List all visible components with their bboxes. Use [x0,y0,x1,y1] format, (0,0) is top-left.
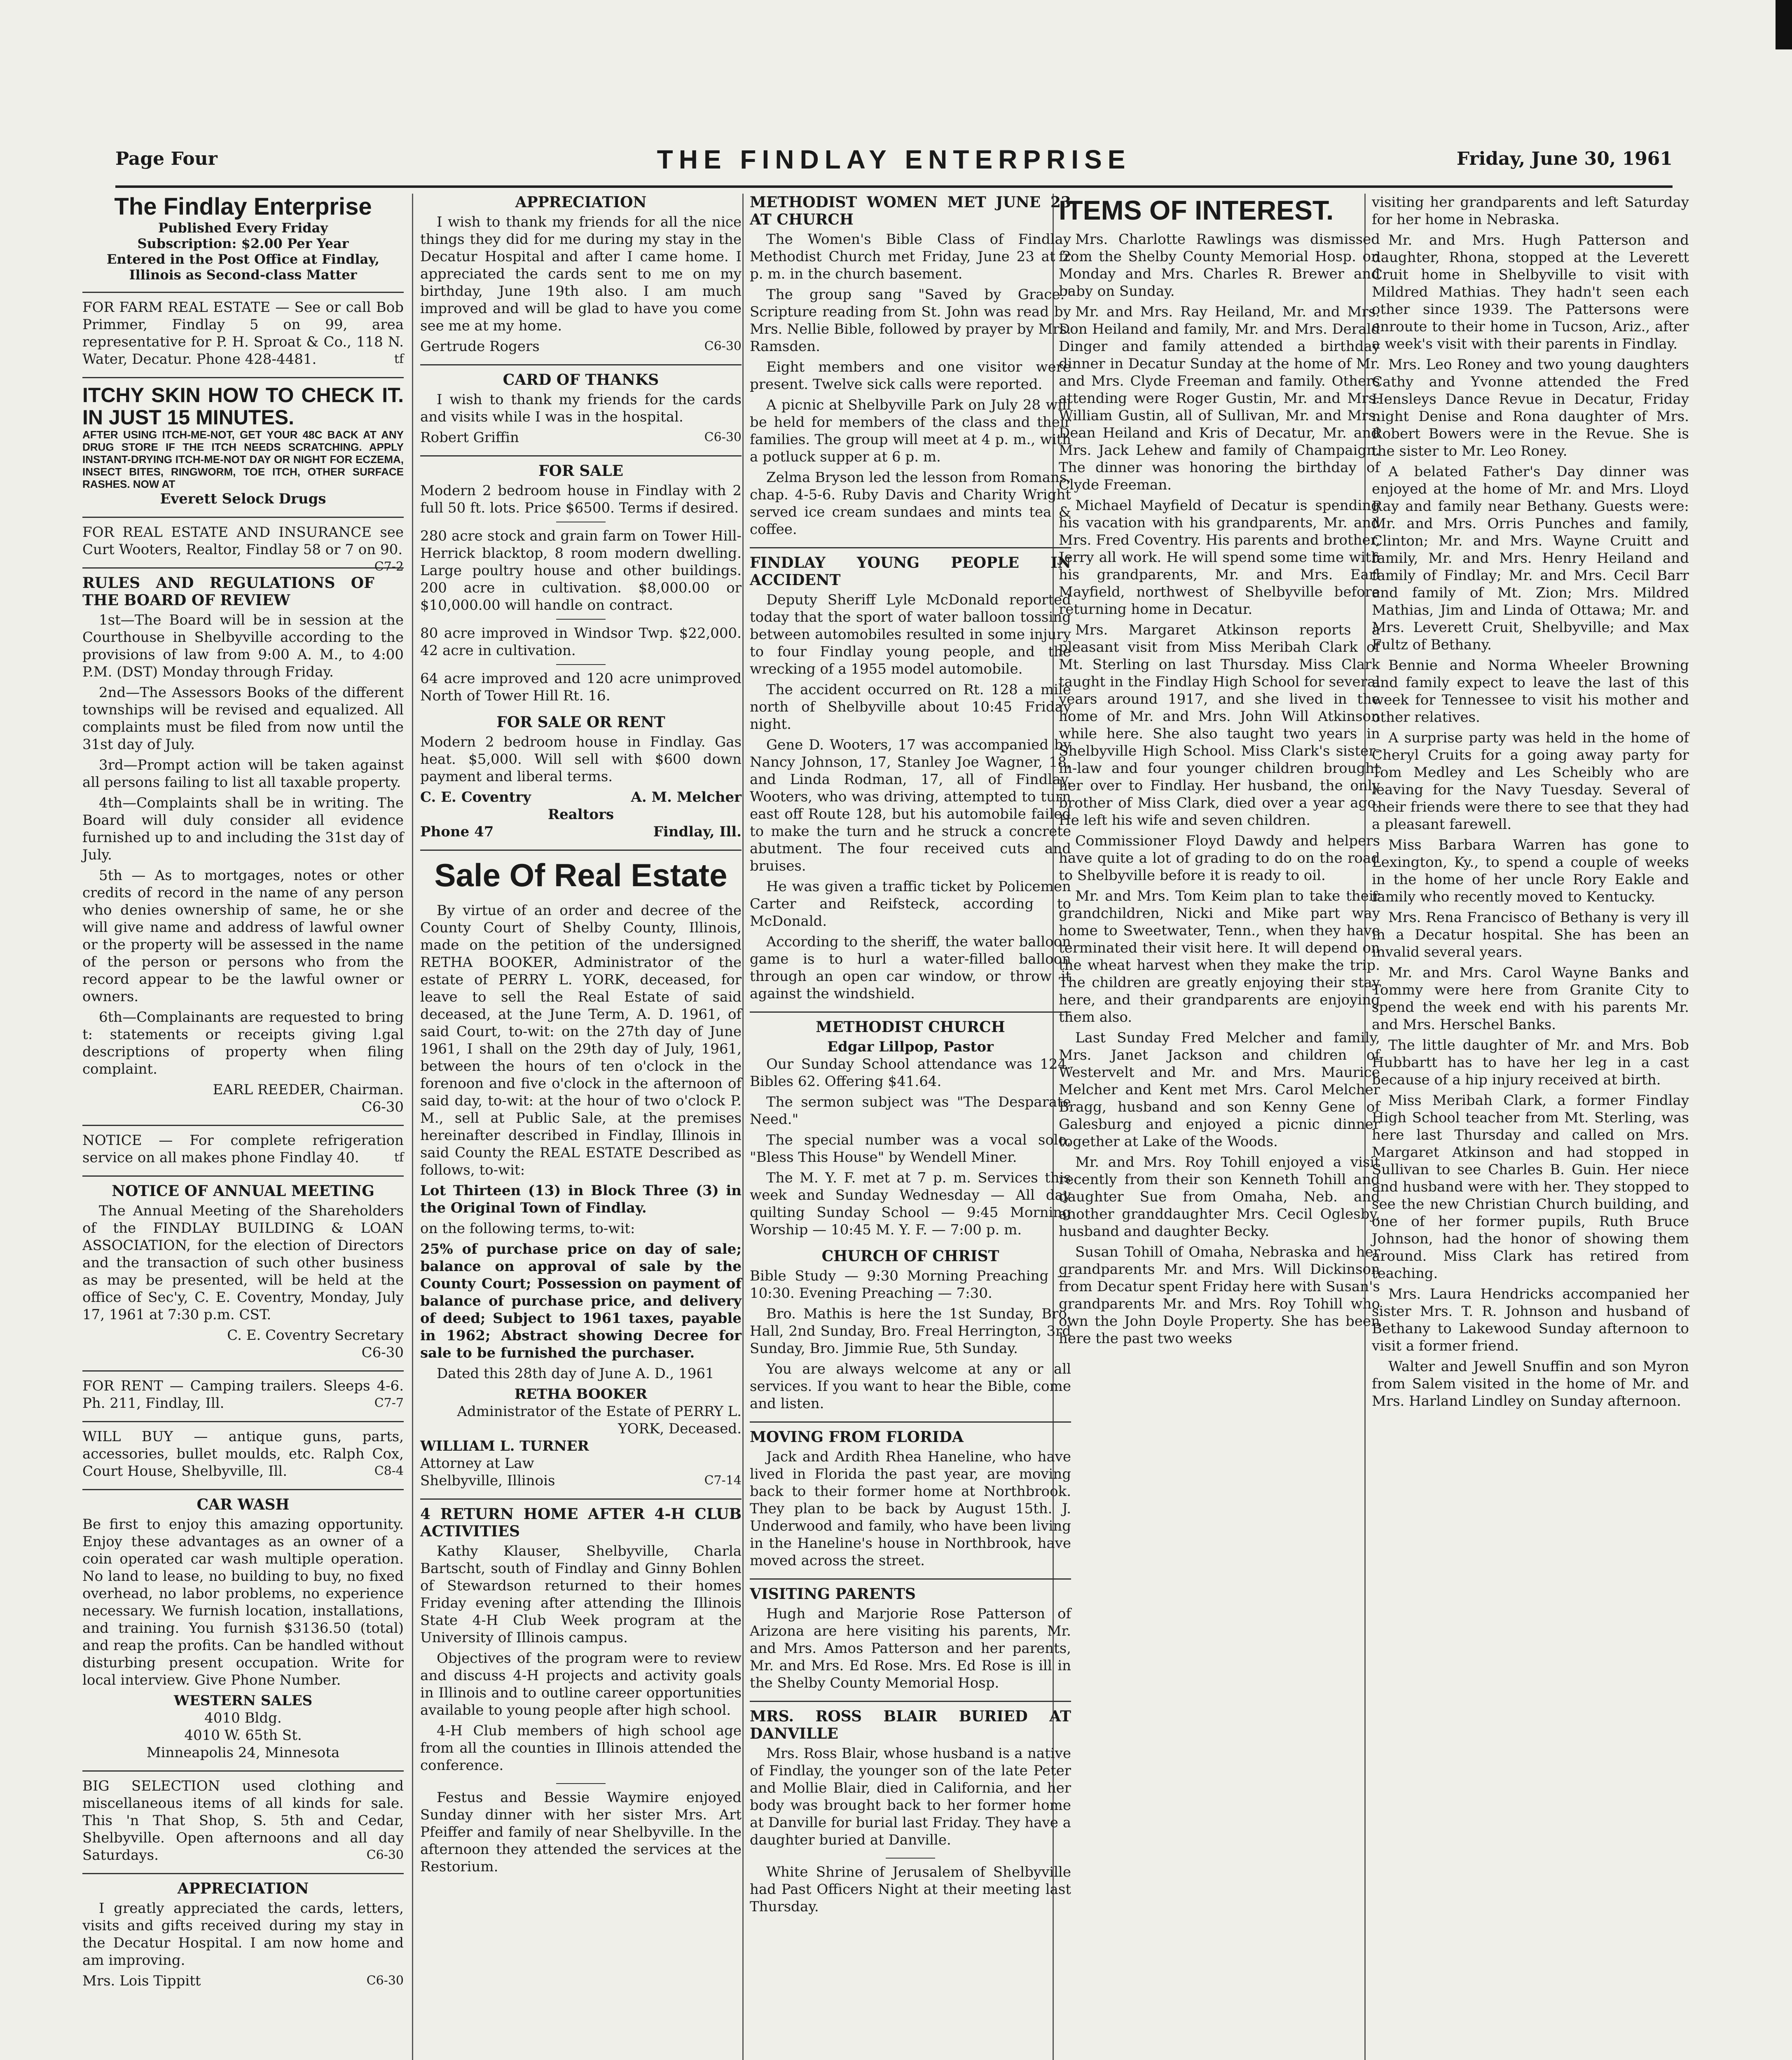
accident-article: FINDLAY YOUNG PEOPLE IN ACCIDENT Deputy Sheriff Lyle McDonald reported today that the sport of water balloon tossing between automobiles resulted in some injury to four Findlay young people, and the wrecking of a 1955 model automobile. The accident occurred on Rt. 128 a mile north of Shelbyville about 10:45 Friday night. Gene D. Wooters, 17 was accompanied by Nancy Johnson, 17, Stanley Joe Wagner, 18, and Linda Rodman, 17, all of Findlay. Wooters, who was driving, attempted to turn east off Route 128, but his automobile failed to make the turn and he struck a concrete abutment. The four received cuts and bruises. He was given a traffic ticket by Policemen Carter and Reifsteck, according to McDonald. According to the sheriff, the water balloon game is to hurl a water-filled balloon through an open car window, or throw it against the windshield. [750,554,1071,1002]
farm-real-estate-ad: FOR FARM REAL ESTATE — See or call Bob Primmer, Findlay 5 on 99, area representative for P. H. Sproat & Co., 118 N. Water, Decatur. Phone 428-4481. tf [82,299,404,368]
scan-edge [1776,0,1792,49]
masthead-title: The Findlay Enterprise [114,193,372,220]
items-of-interest-continued: visiting her grandparents and left Saturday for her home in Nebraska. Mr. and Mrs. Hugh Patterson and daughter, Rhona, stopped at the Leverett Cruit home in Shelbyville to visit with Mildred Mathias. They hadn't seen each other since 1939. The Pattersons were enroute to their home in Tucson, Ariz., after a week's visit with their parents in Findlay. Mrs. Leo Roney and two young daughters Cathy and Yvonne attended the Fred Hensleys Dance Revue in Decatur, Friday night Denise and Rona daughter of Mrs. Robert Bowers were in the Revue. She is the sister to Mr. Leo Roney. A belated Father's Day dinner was enjoyed at the home of Mr. and Mrs. Lloyd Ray and family near Bethany. Guests were: Mr. and Mrs. Orris Punches and family, Clinton; Mr. and Mrs. Wayne Cruitt and family, Mr. and Mrs. Henry Heiland and family of Findlay; Mr. and Mrs. Cecil Barr and family of Mt. Zion; Mrs. Mildred Mathias, Jim and Linda of Ottawa; Mr. and Mrs. Leverett Cruit, Shelbyville; and Max Fultz of Bethany. Bennie and Norma Wheeler Browning and family expect to leave the last of this week for Tennessee to visit his mother and other relatives. A surprise party was held in the home of Cheryl Cruits for a going away party for Tom Medley and Les Scheibly who are leaving for the Navy Tuesday. Several of their friends were there to see that they had a pleasant farewell. Miss Barbara Warren has gone to Lexington, Ky., to spend a couple of weeks in the home of her uncle Rory Eakle and family who recently moved to Kentucky. Mrs. Rena Francisco of Bethany is very ill in a Decatur hospital. She has been an invalid several years. Mr. and Mrs. Carol Wayne Banks and Tommy were here from Granite City to spend the week end with his parents Mr. and Mrs. Herschel Banks. The little daughter of Mr. and Mrs. Bob Hubbartt has to have her leg in a cast because of a hip injury received at birth. Miss Meribah Clark, a former Findlay High School teacher from Mt. Sterling, was here last Thursday and called on Mrs. Margaret Atkinson and had stopped in Sullivan to see Charles B. Guin. Her niece and husband were with her. They stopped to see the new Christian Church building, and one of her former pupils, Ruth Bruce Johnson, had the honor of showing them around. Miss Clark has retired from teaching. Mrs. Laura Hendricks accompanied her sister Mrs. T. R. Johnson and husband of Bethany to Lakewood Sunday afternoon to visit a former friend. Walter and Jewell Snuffin and son Myron from Salem visited in the home of Mr. and Mrs. Harland Lindley on Sunday afternoon. [1372,194,1689,1409]
article-headline: Sale Of Real Estate [434,857,728,893]
column-divider [742,194,744,2060]
page-label: Page Four [115,148,218,169]
church-of-christ: CHURCH OF CHRIST Bible Study — 9:30 Morning Preaching — 10:30. Evening Preaching — 7:30. Bro. Mathis is here the 1st Sunday, Bro. Hall, 2nd Sunday, Bro. Freal Herrington, 3rd Sunday, Bro. Jimmie Rue, 5th Sunday. You are always welcome at any or all services. If you want to hear the Bible, come and listen. [750,1248,1071,1412]
paper-title: THE FINDLAY ENTERPRISE [657,145,1131,174]
rent-trailers-ad: FOR RENT — Camping trailers. Sleeps 4-6. Ph. 211, Findlay, Ill. C7-7 [82,1378,404,1412]
column-3 [750,194,1071,1924]
card-of-thanks: CARD OF THANKS I wish to thank my friends for the cards and visits while I was in the hospital. Robert Griffin C6-30 [420,371,742,446]
column-4 [1059,194,1380,1356]
visiting-parents: VISITING PARENTS Hugh and Marjorie Rose Patterson of Arizona are here visiting his parents, Mr. and Mrs. Amos Patterson and her parents, Mr. and Mrs. Ed Rose. Mrs. Ed Rose is ill in the Shelby County Memorial Hosp. [750,1585,1071,1691]
for-sale-or-rent: FOR SALE OR RENT Modern 2 bedroom house in Findlay. Gas heat. $5,000. Will sell with $600 down payment and liberal terms. C. E. Coventry A. M. Melcher Realtors Phone 47 Findlay, Ill. [420,714,742,840]
itchy-skin-ad: ITCHY SKIN HOW TO CHECK IT. IN JUST 15 MINUTES. AFTER USING ITCH-ME-NOT, GET YOUR 48C BACK AT ANY DRUG STORE IF THE ITCH NEEDS SCRATCHING. APPLY INSTANT-DRYING ITCH-ME-NOT DAY OR NIGHT FOR ECZEMA, INSECT BITES, RINGWORM, TOE ITCH, OTHER SURFACE RASHES. NOW AT Everett Selock Drugs [82,384,404,507]
article-headline: FINDLAY YOUNG PEOPLE IN ACCIDENT [750,554,1071,589]
column-divider [412,194,413,2060]
methodist-church: METHODIST CHURCH Edgar Lillpop, Pastor Our Sunday School attendance was 124. Bibles 62. Offering $41.64. The sermon subject was "The Desparate Need." The special number was a vocal solo, "Bless This House" by Wendell Miner. The M. Y. F. met at 7 p. m. Services this week and Sunday Wednesday — All day quilting Sunday School — 9:45 Morning Worship — 10:45 M. Y. F. — 7:00 p. m. [750,1018,1071,1238]
insurance-ad: FOR REAL ESTATE AND INSURANCE see Curt Wooters, Realtor, Findlay 58 or 7 on 90. C7-2 [82,524,404,574]
car-wash-ad: CAR WASH Be first to enjoy this amazing opportunity. Enjoy these advantages as an owner of a coin operated car wash multiple operation. No land to lease, no building to buy, no fixed overhead, no labor problems, no experience necessary. We furnish location, installations, and training. You furnish $3136.50 (total) and reap the profits. Can be handled without disturbing present occupation. Write for local interview. Give Phone Number. WESTERN SALES 4010 Bldg. 4010 W. 65th St. Minneapolis 24, Minnesota [82,1496,404,1761]
appreciation-rogers: APPRECIATION I wish to thank my friends for all the nice things they did for me during my stay in the Decatur Hospital and after I came home. I appreciated the cards sent to me on my birthday, June 19th also. I am much improved and will be glad to have you come see me at my home. Gertrude Rogers C6-30 [420,194,742,355]
will-buy-ad: WILL BUY — antique guns, parts, accessories, bullet moulds, etc. Ralph Cox, Court House, Shelbyville, Ill. C8-4 [82,1428,404,1479]
white-shrine-item: White Shrine of Jerusalem of Shelbyville had Past Officers Night at their meeting last Thursday. [750,1864,1071,1915]
sale-of-real-estate: Sale Of Real Estate By virtue of an order and decree of the County Court of Shelby County, Illinois, made on the petition of the undersigned RETHA BOOKER, Administrator of the estate of PERRY L. YORK, deceased, for leave to sell the Real Estate of said deceased, at the June Term, A. D. 1961, of said Court, to-wit: on the 27th day of June 1961, I shall on the 29th day of July, 1961, between the hours of ten o'clock in the forenoon and five o'clock in the afternoon of said day, to-wit: at the hour of two o'clock P. M., sell at Public Sale, at the premises hereinafter described in Findlay, Illinois in said County the REAL ESTATE Described as follows, to-wit: Lot Thirteen (13) in Block Three (3) in the Original Town of Findlay. on the following terms, to-wit: 25% of purchase price on day of sale; balance on approval of sale by the County Court; Possession on payment of balance of purchase price, and delivery of deed; Subject to 1961 taxes, payable in 1962; Abstract showing Decree for sale to be furnished the purchaser. Dated this 28th day of June A. D., 1961 RETHA BOOKER Administrator of the Estate of PERRY L. YORK, Deceased. WILLIAM L. TURNER Attorney at Law Shelbyville, Illinois C7-14 [420,857,742,1489]
masthead: The Findlay Enterprise Published Every Friday Subscription: $2.00 Per Year Entered in the Post Office at Findlay, Illinois as Second-class Matter [82,194,404,283]
moving-from-florida: MOVING FROM FLORIDA Jack and Ardith Rhea Haneline, who have lived in Florida the past year, are moving back to their former home at Northbrook. They plan to be back by August 15th. J. Underwood and family, who have been living in the Haneline's house in Northbrook, have moved across the street. [750,1428,1071,1569]
page-header [115,140,1673,188]
refrigeration-notice: NOTICE — For complete refrigeration service on all makes phone Findlay 40. tf [82,1132,404,1166]
annual-meeting-notice: NOTICE OF ANNUAL MEETING The Annual Meeting of the Shareholders of the FINDLAY BUILDING & LOAN ASSOCIATION, for the election of Directors and the transaction of such other business as may be presented, will be held at the office of Sec'y, C. E. Coventry, Monday, July 17, 1961 at 7:30 p.m. CST. C. E. Coventry Secretary C6-30 [82,1182,404,1361]
four-h-return: 4 RETURN HOME AFTER 4-H CLUB ACTIVITIES Kathy Klauser, Shelbyville, Charla Bartscht, south of Findlay and Ginny Bohlen of Stewardson returned to their homes Friday evening after attending the Illinois State 4-H Club Week program at the University of Illinois campus. Objectives of the program were to review and discuss 4-H projects and activity goals in Illinois and to outline career opportunities available to young people after high school. 4-H Club members of high school age from all the counties in Illinois attended the conference. [420,1505,742,1774]
article-headline: METHODIST WOMEN MET JUNE 23 AT CHURCH [750,194,1071,228]
items-of-interest: Mrs. Charlotte Rawlings was dismissed from the Shelby County Memorial Hosp. on Monday and Mrs. Charles R. Brewer and baby on Sunday. Mr. and Mrs. Ray Heiland, Mr. and Mrs. Don Heiland and family, Mr. and Mrs. Derald Dinger and family attended a birthday dinner in Decatur Sunday at the home of Mr. and Mrs. Clyde Freeman and family. Others attending were Roger Gustin, Mr. and Mrs. William Gustin, all of Sullivan, Mr. and Mrs. Dean Heiland and Kris of Decatur, Mr. and Mrs. Jack Lehew and family of Champaign. The dinner was honoring the birthday of Clyde Freeman. Michael Mayfield of Decatur is spending his vacation with his grandparents, Mr. and Mrs. Fred Coventry. His parents and brother, Jerry all work. He will spend some time with his grandparents, Mr. and Mrs. Earl Mayfield, northwest of Shelbyville before returning home in Decatur. Mrs. Margaret Atkinson reports a pleasant visit from Miss Meribah Clark of Mt. Sterling on last Thursday. Miss Clark taught in the Findlay High School for several years around 1917, and she lived in the home of Mr. and Mrs. John Will Atkinson while here. She also taught two years in Shelbyville High School. Miss Clark's sister-in-law and four younger children brought her over to Findlay. Her husband, the only brother of Miss Clark, died over a year ago. He left his wife and seven children. Commissioner Floyd Dawdy and helpers have quite a lot of grading to do on the road to Shelbyville before it is ready to oil. Mr. and Mrs. Tom Keim plan to take their grandchildren, Nicki and Mike part way home to Sweetwater, Tenn., when they have terminated their visit here. It will depend on the wheat harvest when they make the trip. The children are greatly enjoying their stay here, and their grandparents are enjoying them also. Last Sunday Fred Melcher and family, Mrs. Janet Jackson and children of Westervelt and Mr. and Mrs. Maurice Melcher and Kent met Mrs. Carol Melcher Bragg, husband and son Kenny Gene of Galesburg and enjoyed a picnic dinner together at Lake of the Woods. Mr. and Mrs. Roy Tohill enjoyed a visit recently from their son Kenneth Tohill and daughter Sue from Omaha, Neb. and another granddaughter Mrs. Cecil Oglesby, husband and daughter Becky. Susan Tohill of Omaha, Nebraska and her grandparents Mr. and Mrs. Will Dickinson from Decatur spent Friday here with Susan's grandparents Mr. and Mrs. Roy Tohill who own the John Doyle Property. She has been here the past two weeks [1059,231,1380,1347]
issue-date: Friday, June 30, 1961 [1456,148,1673,169]
methodist-women-article: METHODIST WOMEN MET JUNE 23 AT CHURCH The Women's Bible Class of Findlay Methodist Church met Friday, June 23 at 2 p. m. in the church basement. The group sang "Saved by Grace." Scripture reading from St. John was read by Mrs. Nellie Bible, followed by prayer by Mrs. Ramsden. Eight members and one visitor were present. Twelve sick calls were reported. A picnic at Shelbyville Park on July 28 will be held for members of the class and their families. The group will meet at 4 p. m., with a potluck supper at 6 p. m. Zelma Bryson led the lesson from Romans, chap. 4-5-6. Ruby Davis and Charity Wright served ice cream sundaes and mints tea & coffee. [750,194,1071,538]
waymire-item: Festus and Bessie Waymire enjoyed Sunday dinner with her sister Mrs. Art Pfeiffer and family of near Shelbyville. In the afternoon they attended the services at the Restorium. [420,1789,742,1875]
column-2 [420,194,742,1884]
article-headline: RULES AND REGULATIONS OF THE BOARD OF REVIEW [82,574,374,609]
column-5 [1372,194,1689,1419]
board-of-review-rules: RULES AND REGULATIONS OF THE BOARD OF REVIEW 1st—The Board will be in session at the Courthouse in Shelbyville according to the provisions of law from 9:00 A. M., to 4:00 P.M. (DST) Monday through Friday. 2nd—The Assessors Books of the different townships will be revised and equalized. All complaints must be filed from now until the 31st day of July. 3rd—Prompt action will be taken against all persons failing to list all taxable property. 4th—Complaints shall be in writing. The Board will duly consider all evidence furnished up to and including the 31st day of July. 5th — As to mortgages, notes or other credits of record in the name of any person who denies ownership of same, he or she will give name and address of lawful owner or the property will be assessed in the name of the person or persons who from the record appear to be the lawful owner or owners. 6th—Complainants are requested to bring t: statements or receipts giving l.gal descriptions of property when filing complaint. EARL REEDER, Chairman. C6-30 [82,574,404,1115]
blair-obituary: MRS. ROSS BLAIR BURIED AT DANVILLE Mrs. Ross Blair, whose husband is a native of Findlay, the younger son of the late Peter and Mollie Blair, died in California, and her body was brought back to her former home at Danville for burial last Friday. They have a daughter buried at Danville. [750,1708,1071,1848]
items-of-interest-headline: ITEMS OF INTEREST. [1059,195,1334,225]
big-selection-ad: BIG SELECTION used clothing and miscellaneous items of all kinds for sale. This 'n That Shop, S. 5th and Cedar, Shelbyville. Open afternoons and all day Saturdays. C6-30 [82,1778,404,1863]
appreciation-tippitt: APPRECIATION I greatly appreciated the cards, letters, visits and gifts received during my stay in the Decatur Hospital. I am now home and am improving. Mrs. Lois Tippitt C6-30 [82,1880,404,1989]
column-1 [82,194,404,1999]
for-sale-listings: FOR SALE Modern 2 bedroom house in Findlay with 2 full 50 ft. lots. Price $6500. Terms if desired. 280 acre stock and grain farm on Tower Hill-Herrick blacktop, 8 room modern dwelling. Large poultry house and other buildings. 200 acre in cultivation. $8,000.00 or $10,000.00 will handle on contract. 80 acre improved in Windsor Twp. $22,000. 42 acre in cultivation. 64 acre improved and 120 acre unimproved North of Tower Hill Rt. 16. [420,462,742,704]
